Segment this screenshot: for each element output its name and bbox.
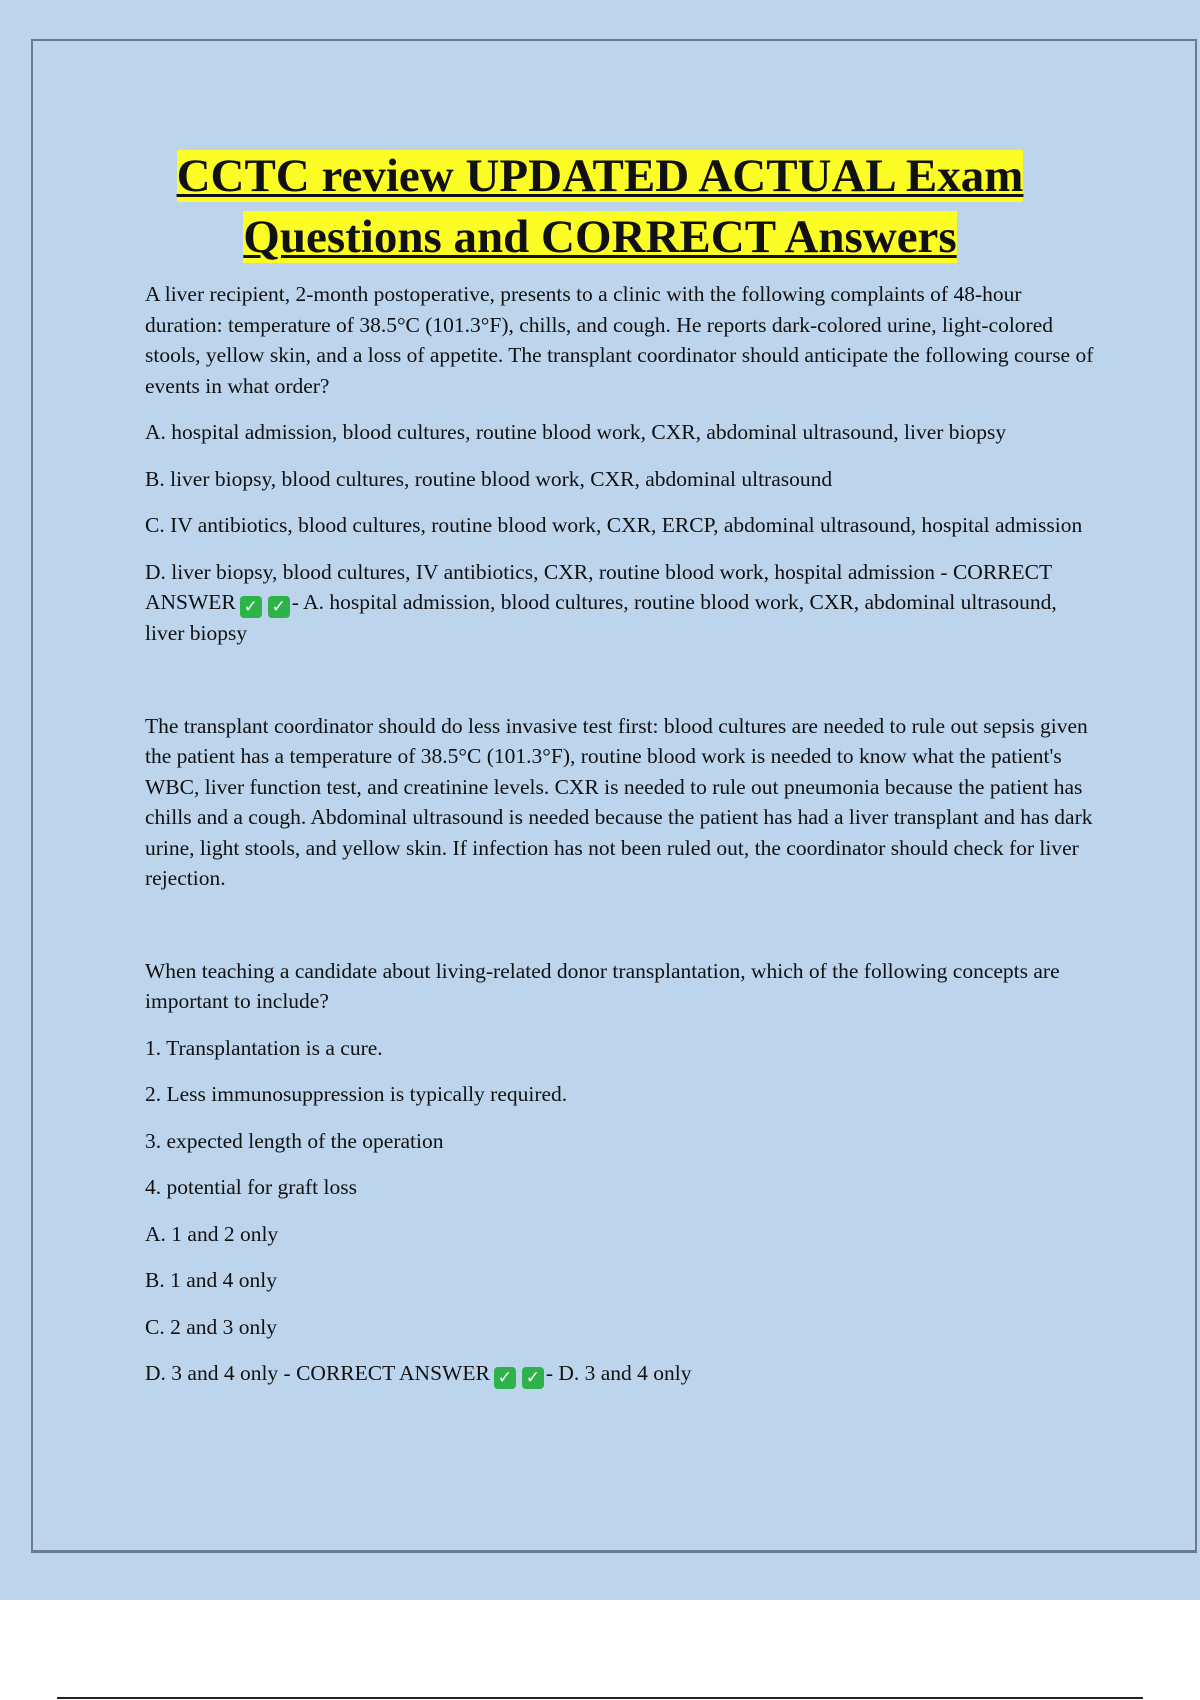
question-2-statement-1: 1. Transplantation is a cure. (145, 1035, 383, 1060)
question-2-option-c: C. 2 and 3 only (145, 1314, 277, 1339)
document-body (145, 279, 1095, 1405)
question-1-option-c: C. IV antibiotics, blood cultures, routine blood work, CXR, ERCP, abdominal ultrasound, hospital admission (145, 513, 1083, 537)
question-2-answer: - D. 3 and 4 only (545, 1361, 692, 1385)
question-2-stem: When teaching a candidate about living-related donor transplantation, which of the following concepts are important to include? (145, 958, 1060, 1013)
question-2-statement-4: 4. potential for graft loss (145, 1175, 357, 1199)
bottom-divider (57, 1697, 1143, 1699)
question-2-option-a: A. 1 and 2 only (145, 1221, 279, 1246)
document-title: CCTC review UPDATED ACTUAL Exam Questions and CORRECT Answers (176, 150, 1024, 263)
question-2-option-d: D. 3 and 4 only - CORRECT ANSWER (145, 1361, 490, 1385)
question-2-option-b: B. 1 and 4 only (145, 1268, 277, 1292)
question-1-rationale: The transplant coordinator should do less invasive test first: blood cultures are needed to rule out sepsis given the patient has a temperature of 38.5°C (101.3°F), routine blood work is needed to know what the patient's WBC, liver function test, and creatinine levels. CXR is needed to rule out pneumonia because the patient has chills and a cough. Abdominal ultrasound is needed because the patient has had a liver transplant and has dark urine, light stools, and yellow skin. If infection has not been ruled out, the coordinator should check for liver rejection. (145, 713, 1093, 890)
question-1-stem: A liver recipient, 2-month postoperative, presents to a clinic with the following complaints of 48-hour duration: temperature of 38.5°C (101.3°F), chills, and cough. He reports dark-colored urine, light-colored stools, yellow skin, and a loss of appetite. The transplant coordinator should anticipate the following course of events in what order? (145, 282, 1094, 398)
check-icon: ✓ (268, 596, 290, 618)
check-icon: ✓ (522, 1367, 544, 1389)
question-1-option-b: B. liver biopsy, blood cultures, routine blood work, CXR, abdominal ultrasound (145, 466, 833, 491)
question-1-option-d: D. liver biopsy, blood cultures, IV antibiotics, CXR, routine blood work, hospital admission - CORRECT ANSWER (145, 559, 1052, 614)
spacer (145, 910, 1095, 956)
question-1-answer: - A. hospital admission, blood cultures, routine blood work, CXR, abdominal ultrasound, liver biopsy (145, 590, 1057, 645)
spacer (145, 665, 1095, 711)
question-2-statement-3: 3. expected length of the operation (145, 1128, 444, 1153)
question-2-statement-2: 2. Less immunosuppression is typically required. (145, 1082, 568, 1106)
check-icon: ✓ (494, 1367, 516, 1389)
check-icon: ✓ (240, 596, 262, 618)
question-1-option-d-answer (145, 557, 1095, 649)
question-2-option-d-answer (145, 1358, 1095, 1389)
question-1-option-a: A. hospital admission, blood cultures, routine blood work, CXR, abdominal ultrasound, liver biopsy (145, 420, 1007, 444)
